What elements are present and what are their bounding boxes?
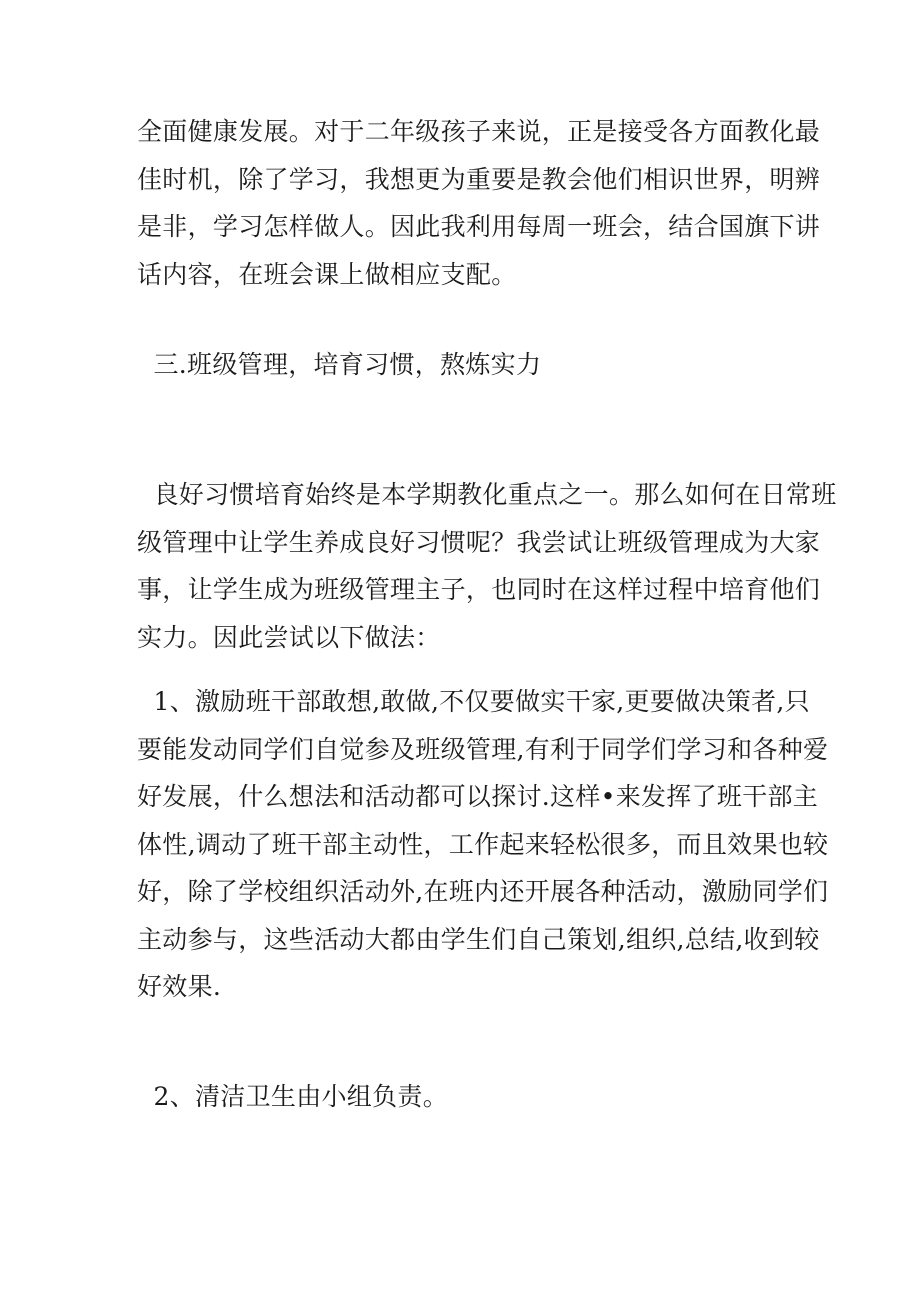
- text-line: 话内容，在班会课上做相应支配。: [137, 259, 517, 289]
- text-line: 是非，学习怎样做人。因此我利用每周一班会，结合国旗下讲: [137, 212, 821, 241]
- text-line: 1、激励班干部敢想,敢做,不仅要做实干家,更要做决策者,只: [137, 687, 810, 716]
- text-line: 好发展，什么想法和活动都可以探讨.这样•来发挥了班干部主: [137, 782, 819, 811]
- list-item-2: [137, 1073, 777, 1121]
- text-line: 全面健康发展。对于二年级孩子来说，正是接受各方面教化最: [137, 117, 821, 146]
- text-line: 好，除了学校组织活动外,在班内还开展各种活动，激励同学们: [137, 877, 829, 906]
- section-heading: [137, 341, 777, 389]
- list-item-1: [137, 678, 829, 1011]
- text-line: 2、清洁卫生由小组负责。: [137, 1082, 449, 1111]
- paragraph-intro: [137, 108, 821, 298]
- text-line: 良好习惯培育始终是本学期教化重点之一。那么如何在日常班: [137, 480, 837, 509]
- text-line: 实力。因此尝试以下做法：: [137, 622, 441, 652]
- text-line: 要能发动同学们自觉参及班级管理,有利于同学们学习和各种爱: [137, 734, 829, 764]
- text-line: 事，让学生成为班级管理主子，也同时在这样过程中培育他们: [137, 575, 821, 604]
- text-line: 好效果.: [137, 972, 222, 1001]
- text-line: 佳时机，除了学习，我想更为重要是教会他们相识世界，明辨: [137, 164, 821, 194]
- text-line: 级管理中让学生养成良好习惯呢？我尝试让班级管理成为大家: [137, 527, 821, 557]
- paragraph-habits: [137, 471, 837, 661]
- heading-text: 三.班级管理，培育习惯，熬炼实力: [137, 350, 542, 379]
- text-line: 主动参与，这些活动大都由学生们自己策划,组织,总结,收到较: [137, 924, 820, 954]
- text-line: 体性,调动了班干部主动性，工作起来轻松很多，而且效果也较: [137, 829, 829, 859]
